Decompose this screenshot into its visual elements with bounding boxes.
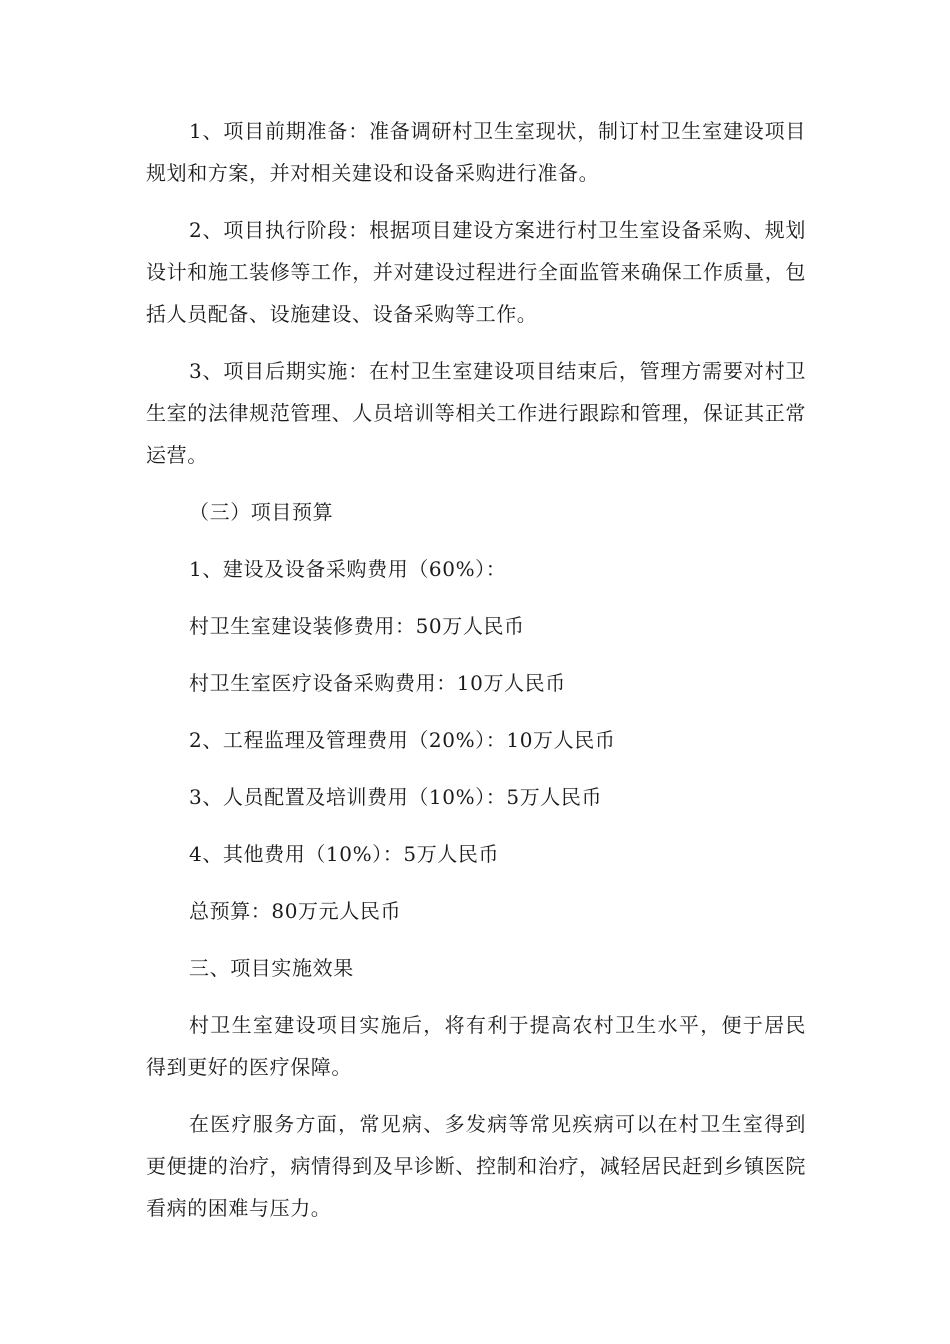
budget-subitem-equipment: 村卫生室医疗设备采购费用：10万人民币 — [189, 671, 566, 695]
budget-subitem-renovation: 村卫生室建设装修费用：50万人民币 — [189, 614, 525, 638]
budget-item-supervision: 2、工程监理及管理费用（20%）：10万人民币 — [189, 728, 616, 752]
paragraph-project-later-stage: 3、项目后期实施：在村卫生室建设项目结束后，管理方需要对村卫生室的法律规范管理、人员培训等相关工作进行跟踪和管理，保证其正常运营。 — [146, 359, 806, 467]
budget-item-other: 4、其他费用（10%）：5万人民币 — [189, 842, 500, 866]
paragraph-medical-service: 在医疗服务方面，常见病、多发病等常见疾病可以在村卫生室得到更便捷的治疗，病情得到及早诊断、控制和治疗，减轻居民赶到乡镇医院看病的困难与压力。 — [146, 1112, 806, 1220]
paragraph-effects-intro: 村卫生室建设项目实施后，将有利于提高农村卫生水平，便于居民得到更好的医疗保障。 — [146, 1013, 806, 1079]
section-heading-budget: （三）项目预算 — [189, 500, 334, 524]
budget-item-staffing: 3、人员配置及培训费用（10%）：5万人民币 — [189, 785, 603, 809]
paragraph-project-preparation: 1、项目前期准备：准备调研村卫生室现状，制订村卫生室建设项目规划和方案，并对相关建设和设备采购进行准备。 — [146, 119, 806, 185]
paragraph-project-execution: 2、项目执行阶段：根据项目建设方案进行村卫生室设备采购、规划设计和施工装修等工作，并对建设过程进行全面监管来确保工作质量，包括人员配备、设施建设、设备采购等工作。 — [146, 218, 806, 326]
document-body — [146, 110, 806, 1229]
budget-item-construction: 1、建设及设备采购费用（60%）： — [189, 557, 507, 581]
section-heading-effects: 三、项目实施效果 — [189, 956, 354, 980]
budget-total: 总预算：80万元人民币 — [189, 899, 402, 923]
